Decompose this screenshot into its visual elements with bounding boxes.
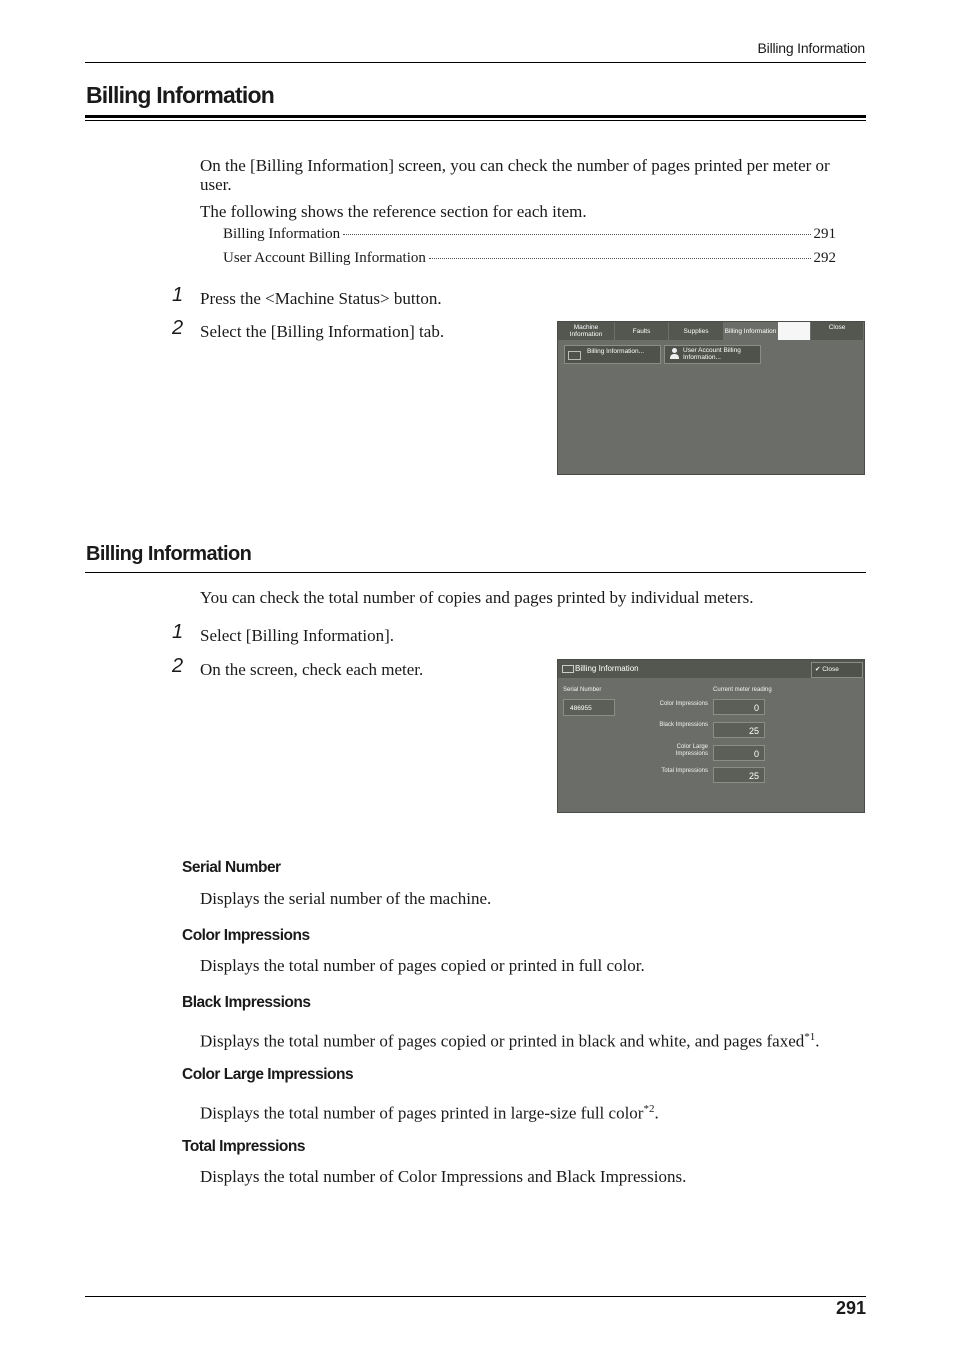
meter-header: Current meter reading <box>713 687 772 693</box>
toc-leader <box>343 234 810 235</box>
item-description-text: Displays the total number of pages printed in large-size full color <box>200 1103 644 1123</box>
footer-rule <box>85 1296 866 1297</box>
tab-faults[interactable]: Faults <box>615 322 669 340</box>
title-rule-thick <box>85 115 866 118</box>
item-description-text: Displays the total number of pages copied or printed in black and white, and pages faxed <box>200 1031 805 1051</box>
tab-machine-information[interactable]: Machine Information <box>558 322 615 340</box>
meter-value: 25 <box>713 722 765 738</box>
step-number: 2 <box>172 655 184 677</box>
toc-entry-label: Billing Information <box>223 226 341 242</box>
machine-status-screenshot <box>557 321 865 475</box>
intro-paragraph: On the [Billing Information] screen, you can check the number of pages printed per meter or user. <box>200 156 830 194</box>
section-rule <box>85 572 866 573</box>
toc-entry-page: 292 <box>813 250 836 266</box>
section-heading: Billing Information <box>86 543 252 565</box>
header-rule <box>85 62 866 63</box>
item-heading: Color Impressions <box>182 927 310 944</box>
screen-title: Billing Information <box>575 664 639 673</box>
item-description: Displays the total number of Color Impressions and Black Impressions. <box>200 1167 687 1186</box>
meter-value: 25 <box>713 767 765 783</box>
item-description: Displays the serial number of the machine. <box>200 889 492 908</box>
meter-label: Color Impressions <box>659 701 708 707</box>
item-description-tail: . <box>654 1103 659 1123</box>
section-intro: You can check the total number of copies and pages printed by individual meters. <box>200 588 754 607</box>
footnote-ref[interactable]: *1 <box>804 1031 816 1043</box>
user-account-billing-button[interactable] <box>664 345 761 364</box>
step-text: On the screen, check each meter. <box>200 660 424 679</box>
step-number: 1 <box>172 284 184 306</box>
intro-reference-sentence: The following shows the reference section for each item. <box>200 202 587 221</box>
check-icon: ✔ <box>815 666 821 673</box>
step-text: Select [Billing Information]. <box>200 626 395 645</box>
toc-entry[interactable] <box>223 250 836 267</box>
billing-information-screenshot <box>557 659 865 813</box>
item-description: Displays the total number of pages copied or printed in full color. <box>200 956 645 975</box>
meter-label: Color Large Impressions <box>675 744 708 757</box>
meter-icon <box>568 351 581 360</box>
meter-value: 0 <box>713 745 765 761</box>
step-number: 2 <box>172 317 184 339</box>
item-description <box>200 1028 820 1051</box>
billing-information-button[interactable] <box>564 345 661 364</box>
tab-supplies[interactable]: Supplies <box>669 322 724 340</box>
toc-entry-label: User Account Billing Information <box>223 250 426 266</box>
close-button[interactable]: Close <box>811 322 864 340</box>
item-description <box>200 1100 659 1123</box>
tab-blank <box>778 322 811 340</box>
page-title: Billing Information <box>86 82 274 108</box>
item-description-tail: . <box>815 1031 820 1051</box>
item-heading: Serial Number <box>182 859 281 876</box>
step-number: 1 <box>172 621 184 643</box>
step-text: Press the <Machine Status> button. <box>200 289 442 308</box>
close-button[interactable] <box>811 662 863 678</box>
step-text: Select the [Billing Information] tab. <box>200 322 445 341</box>
meter-label: Total Impressions <box>661 768 708 774</box>
tab-billing-information[interactable]: Billing Information <box>724 322 778 340</box>
running-head: Billing Information <box>757 40 865 56</box>
toc-entry[interactable] <box>223 226 836 243</box>
page-number: 291 <box>835 1298 866 1318</box>
toc-leader <box>429 258 811 259</box>
close-button-label: Close <box>822 666 839 673</box>
user-icon <box>669 348 680 360</box>
user-account-billing-button-label: User Account Billing Information... <box>683 347 741 361</box>
item-heading: Black Impressions <box>182 994 311 1011</box>
item-heading: Color Large Impressions <box>182 1066 354 1083</box>
serial-number-label: Serial Number <box>563 687 602 693</box>
meter-value: 0 <box>713 699 765 715</box>
title-rule-thin <box>85 120 866 121</box>
toc-entry-page: 291 <box>813 226 836 242</box>
footnote-ref[interactable]: *2 <box>643 1103 655 1115</box>
item-heading: Total Impressions <box>182 1138 305 1155</box>
serial-number-value: 486955 <box>563 699 615 716</box>
billing-information-button-label: Billing Information... <box>587 348 645 355</box>
meter-icon <box>562 665 574 673</box>
meter-label: Black Impressions <box>659 722 708 728</box>
